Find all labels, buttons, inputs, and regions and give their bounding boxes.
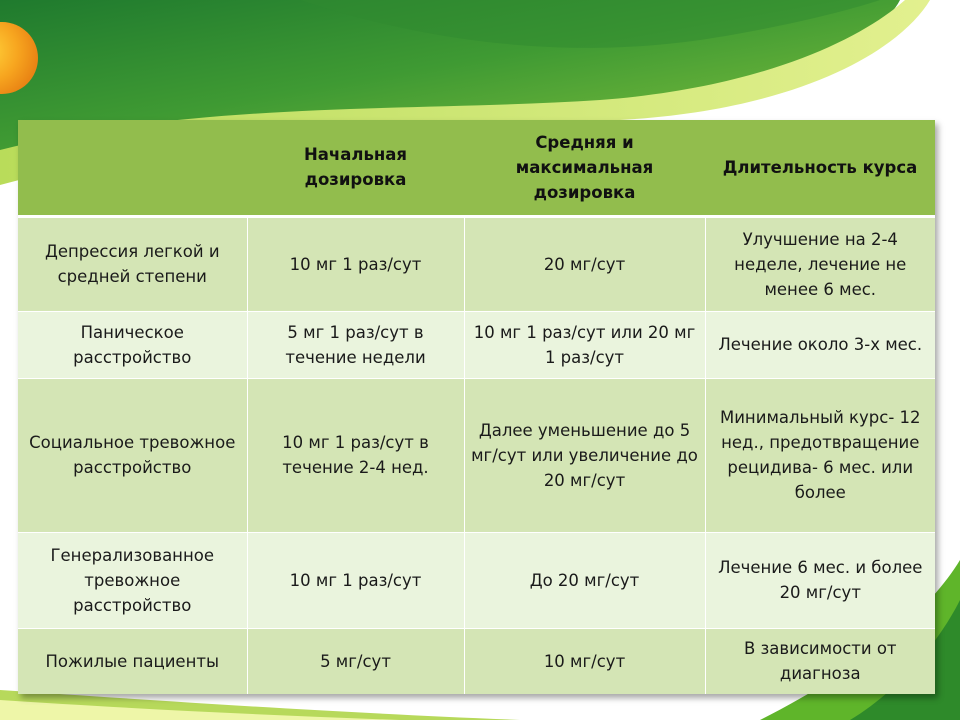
- table-row: [18, 216, 935, 311]
- header-empty: [18, 120, 247, 216]
- cell-duration: Улучшение на 2-4 неделе, лечение не менее 6 мес.: [705, 216, 935, 311]
- table-row: [18, 628, 935, 694]
- cell-condition: Социальное тревожное расстройство: [18, 378, 247, 532]
- cell-initial-dose: 5 мг 1 раз/сут в течение недели: [247, 311, 464, 378]
- cell-duration: Лечение 6 мес. и более 20 мг/сут: [705, 532, 935, 628]
- table-row: [18, 532, 935, 628]
- table-row: [18, 378, 935, 532]
- cell-average-max-dose: 10 мг/сут: [464, 628, 705, 694]
- header-average-max-dose: Средняя и максимальная дозировка: [464, 120, 705, 216]
- cell-condition: Депрессия легкой и средней степени: [18, 216, 247, 311]
- cell-average-max-dose: 10 мг 1 раз/сут или 20 мг 1 раз/сут: [464, 311, 705, 378]
- table-header-row: [18, 120, 935, 216]
- cell-condition: Генерализованное тревожное расстройство: [18, 532, 247, 628]
- cell-average-max-dose: Далее уменьшение до 5 мг/сут или увеличение до 20 мг/сут: [464, 378, 705, 532]
- cell-condition: Пожилые пациенты: [18, 628, 247, 694]
- table-row: [18, 311, 935, 378]
- cell-duration: Лечение около 3-х мес.: [705, 311, 935, 378]
- header-course-duration: Длительность курса: [705, 120, 935, 216]
- cell-initial-dose: 10 мг 1 раз/сут: [247, 216, 464, 311]
- header-initial-dose: Начальная дозировка: [247, 120, 464, 216]
- cell-average-max-dose: До 20 мг/сут: [464, 532, 705, 628]
- cell-initial-dose: 10 мг 1 раз/сут: [247, 532, 464, 628]
- dosage-table: [18, 120, 935, 694]
- cell-initial-dose: 10 мг 1 раз/сут в течение 2-4 нед.: [247, 378, 464, 532]
- cell-initial-dose: 5 мг/сут: [247, 628, 464, 694]
- cell-condition: Паническое расстройство: [18, 311, 247, 378]
- cell-duration: В зависимости от диагноза: [705, 628, 935, 694]
- cell-duration: Минимальный курс- 12 нед., предотвращение рецидива- 6 мес. или более: [705, 378, 935, 532]
- cell-average-max-dose: 20 мг/сут: [464, 216, 705, 311]
